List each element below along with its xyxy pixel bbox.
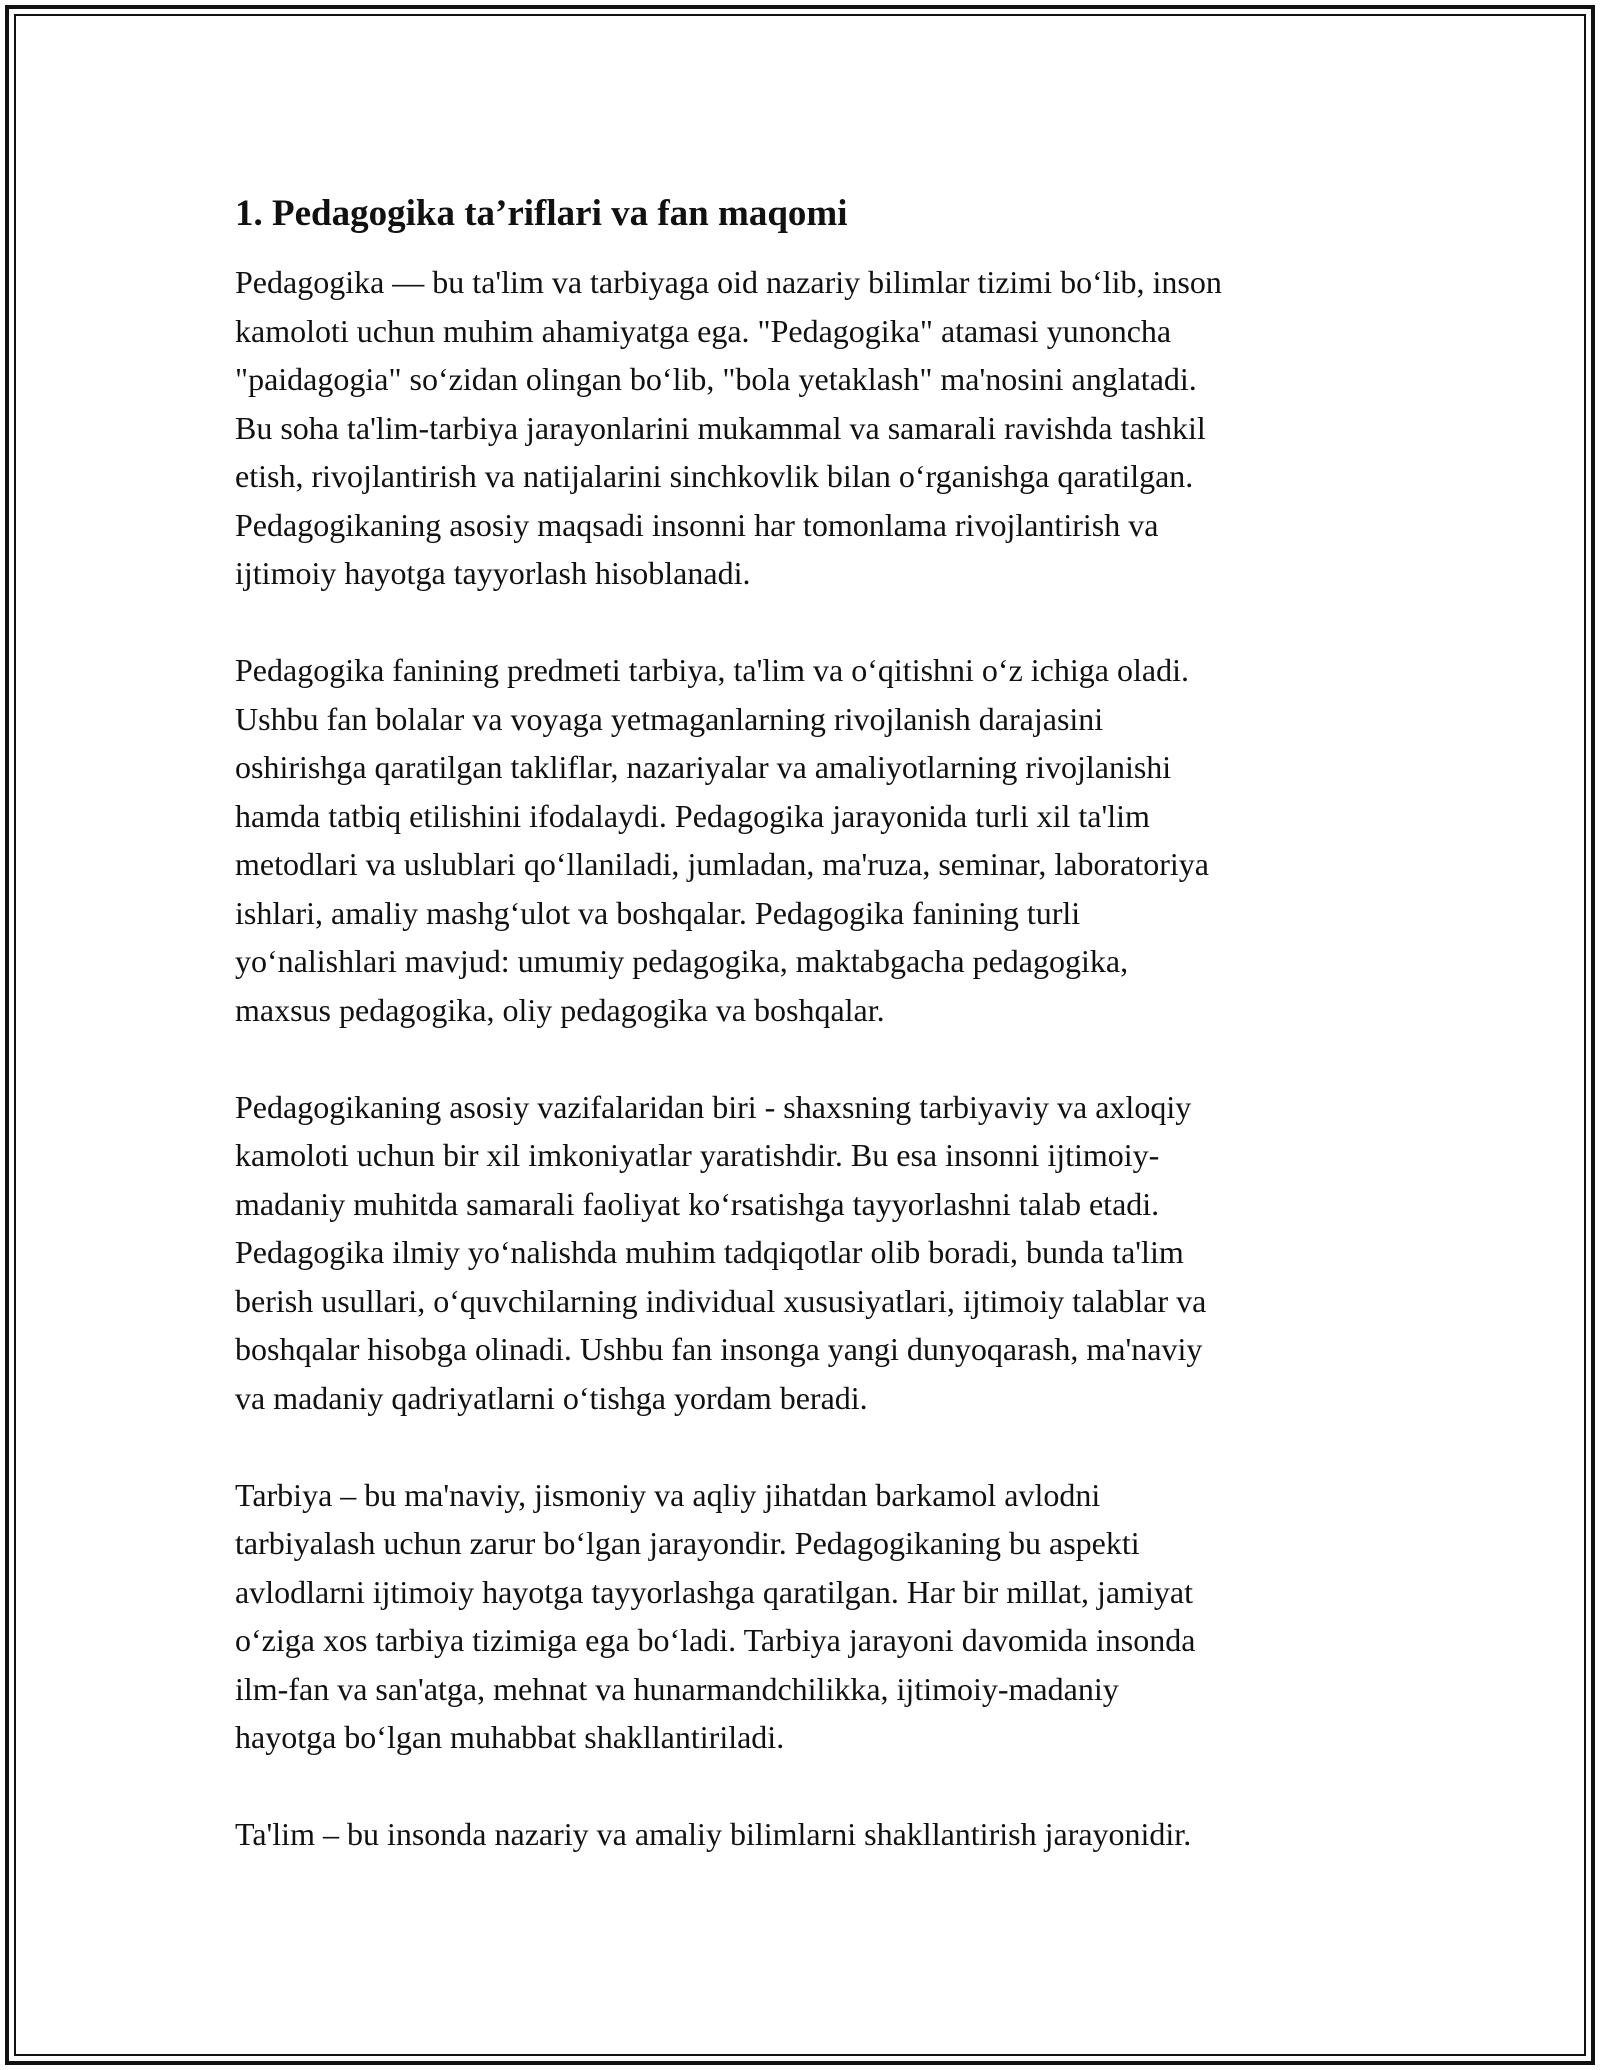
document-body: [235, 186, 1370, 1859]
paragraph-subject-of-pedagogy: Pedagogika fanining predmeti tarbiya, ta'lim va o‘qitishni o‘z ichiga oladi. Ushbu fan bolalar va voyaga yetmaganlarning rivojlanish darajasini oshirishga qaratilgan takliflar, nazariyalar va amaliyotlarning rivojlanishi hamda tatbiq etilishini ifodalaydi. Pedagogika jarayonida turli xil ta'lim metodlari va uslublari qo‘llaniladi, jumladan, ma'ruza, seminar, laboratoriya ishlari, amaliy mashg‘ulot va boshqalar. Pedagogika fanining turli yo‘nalishlari mavjud: umumiy pedagogika, maktabgacha pedagogika, maxsus pedagogika, oliy pedagogika va boshqalar.: [235, 652, 1209, 1028]
paragraph-tarbiya: Tarbiya – bu ma'naviy, jismoniy va aqliy jihatdan barkamol avlodni tarbiyalash uchun zarur bo‘lgan jarayondir. Pedagogikaning bu aspekti avlodlarni ijtimoiy hayotga tayyorlashga qaratilgan. Har bir millat, jamiyat o‘ziga xos tarbiya tizimiga ega bo‘ladi. Tarbiya jarayoni davomida insonda ilm-fan va san'atga, mehnat va hunarmandchilikka, ijtimoiy-madaniy hayotga bo‘lgan muhabbat shakllantiriladi.: [235, 1476, 1196, 1755]
paragraph-talim: Ta'lim – bu insonda nazariy va amaliy bilimlarni shakllantirish jarayonidir.: [235, 1816, 1192, 1852]
paragraph-pedagogika-definition: Pedagogika — bu ta'lim va tarbiyaga oid nazariy bilimlar tizimi bo‘lib, inson kamoloti uchun muhim ahamiyatga ega. "Pedagogika" atamasi yunoncha "paidagogia" so‘zidan olingan bo‘lib, "bola yetaklash" ma'nosini anglatadi. Bu soha ta'lim-tarbiya jarayonlarini mukammal va samarali ravishda tashkil etish, rivojlantirish va natijalarini sinchkovlik bilan o‘rganishga qaratilgan. Pedagogikaning asosiy maqsadi insonni har tomonlama rivojlantirish va ijtimoiy hayotga tayyorlash hisoblanadi.: [235, 264, 1222, 591]
section-title: 1. Pedagogika ta’riflari va fan maqomi: [235, 193, 848, 234]
paragraph-main-tasks: Pedagogikaning asosiy vazifalaridan biri - shaxsning tarbiyaviy va axloqiy kamoloti uchun bir xil imkoniyatlar yaratishdir. Bu esa insonni ijtimoiy- madaniy muhitda samarali faoliyat ko‘rsatishga tayyorlashni talab etadi. Pedagogika ilmiy yo‘nalishda muhim tadqiqotlar olib boradi, bunda ta'lim berish usullari, o‘quvchilarning individual xususiyatlari, ijtimoiy talablar va boshqalar hisobga olinadi. Ushbu fan insonga yangi dunyoqarash, ma'naviy va madaniy qadriyatlarni o‘tishga yordam beradi.: [235, 1088, 1207, 1416]
